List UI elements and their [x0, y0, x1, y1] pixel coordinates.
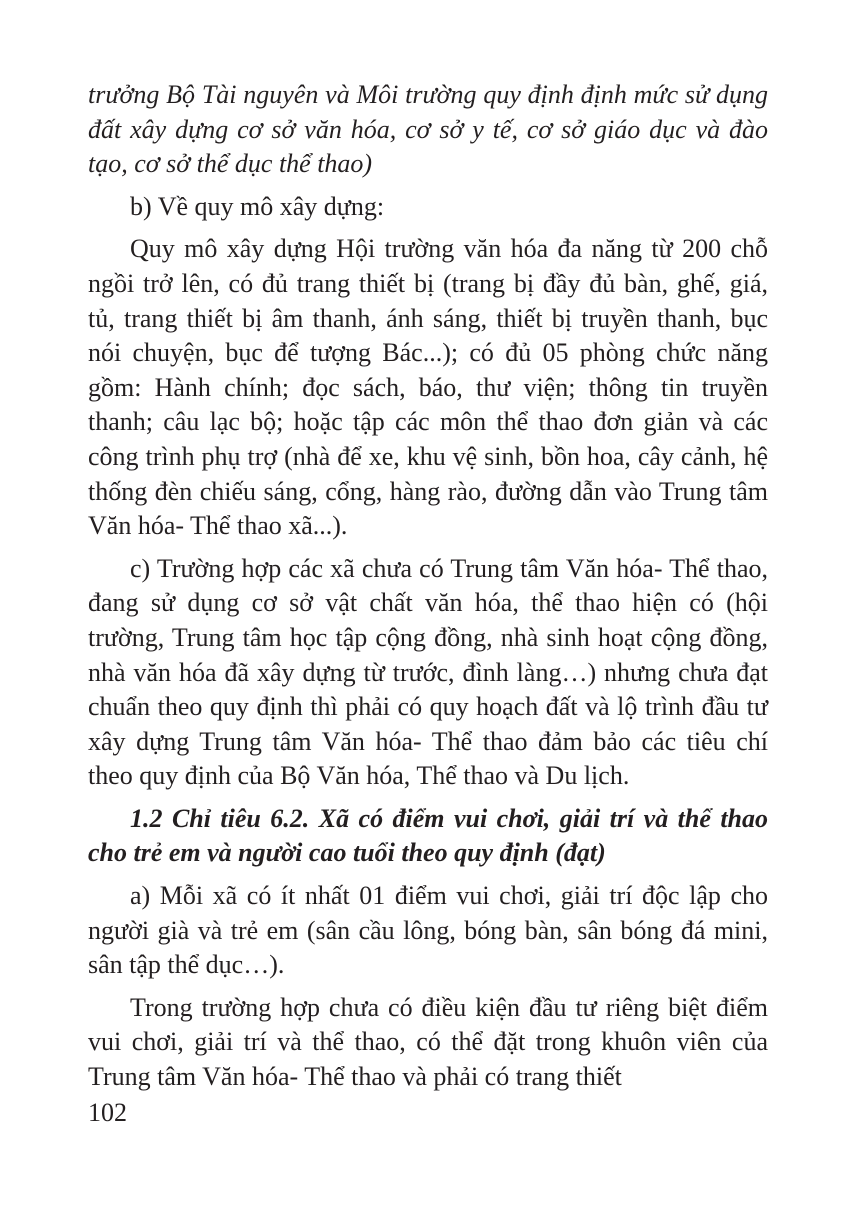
page-number: 102	[88, 1098, 127, 1127]
paragraph-scale-description: Quy mô xây dựng Hội trường văn hóa đa năng từ 200 chỗ ngồi trở lên, có đủ trang thiết bị (trang bị đầy đủ bàn, ghế, giá, tủ, trang thiết bị âm thanh, ánh sáng, thiết bị truyền thanh, bục nói chuyện, bục để tượng Bác...); có đủ 05 phòng chức năng gồm: Hành chính; đọc sách, báo, thư viện; thông tin truyền thanh; câu lạc bộ; hoặc tập các môn thể thao đơn giản và các công trình phụ trợ (nhà để xe, khu vệ sinh, bồn hoa, cây cảnh, hệ thống đèn chiếu sáng, cổng, hàng rào, đường dẫn vào Trung tâm Văn hóa- Thể thao xã...).	[88, 234, 768, 541]
page-body	[88, 78, 768, 1103]
paragraph-alternative-case: Trong trường hợp chưa có điều kiện đầu tư riêng biệt điểm vui chơi, giải trí và thể thao, có thể đặt trong khuôn viên của Trung tâm Văn hóa- Thể thao và phải có trang thiết	[88, 992, 768, 1092]
paragraph-italic-continuation: trưởng Bộ Tài nguyên và Môi trường quy định định mức sử dụng đất xây dựng cơ sở văn hóa, cơ sở y tế, cơ sở giáo dục và đào tạo, cơ sở thể dục thể thao)	[88, 80, 768, 179]
paragraph-section-c: c) Trường hợp các xã chưa có Trung tâm Văn hóa- Thể thao, đang sử dụng cơ sở vật chất văn hóa, thể thao hiện có (hội trường, Trung tâm học tập cộng đồng, nhà sinh hoạt cộng đồng, nhà văn hóa đã xây dựng từ trước, đình làng…) nhưng chưa đạt chuẩn theo quy định thì phải có quy hoạch đất và lộ trình đầu tư xây dựng Trung tâm Văn hóa- Thể thao đảm bảo các tiêu chí theo quy định của Bộ Văn hóa, Thể thao và Du lịch.	[88, 553, 768, 791]
paragraph-section-a: a) Mỗi xã có ít nhất 01 điểm vui chơi, giải trí độc lập cho người già và trẻ em (sân cầu lông, bóng bàn, sân bóng đá mini, sân tập thể dục…).	[88, 881, 768, 980]
section-heading-1-2: 1.2 Chỉ tiêu 6.2. Xã có điểm vui chơi, giải trí và thể thao cho trẻ em và người cao tuổi theo quy định (đạt)	[88, 803, 768, 868]
paragraph-section-b-title: b) Về quy mô xây dựng:	[130, 191, 385, 221]
